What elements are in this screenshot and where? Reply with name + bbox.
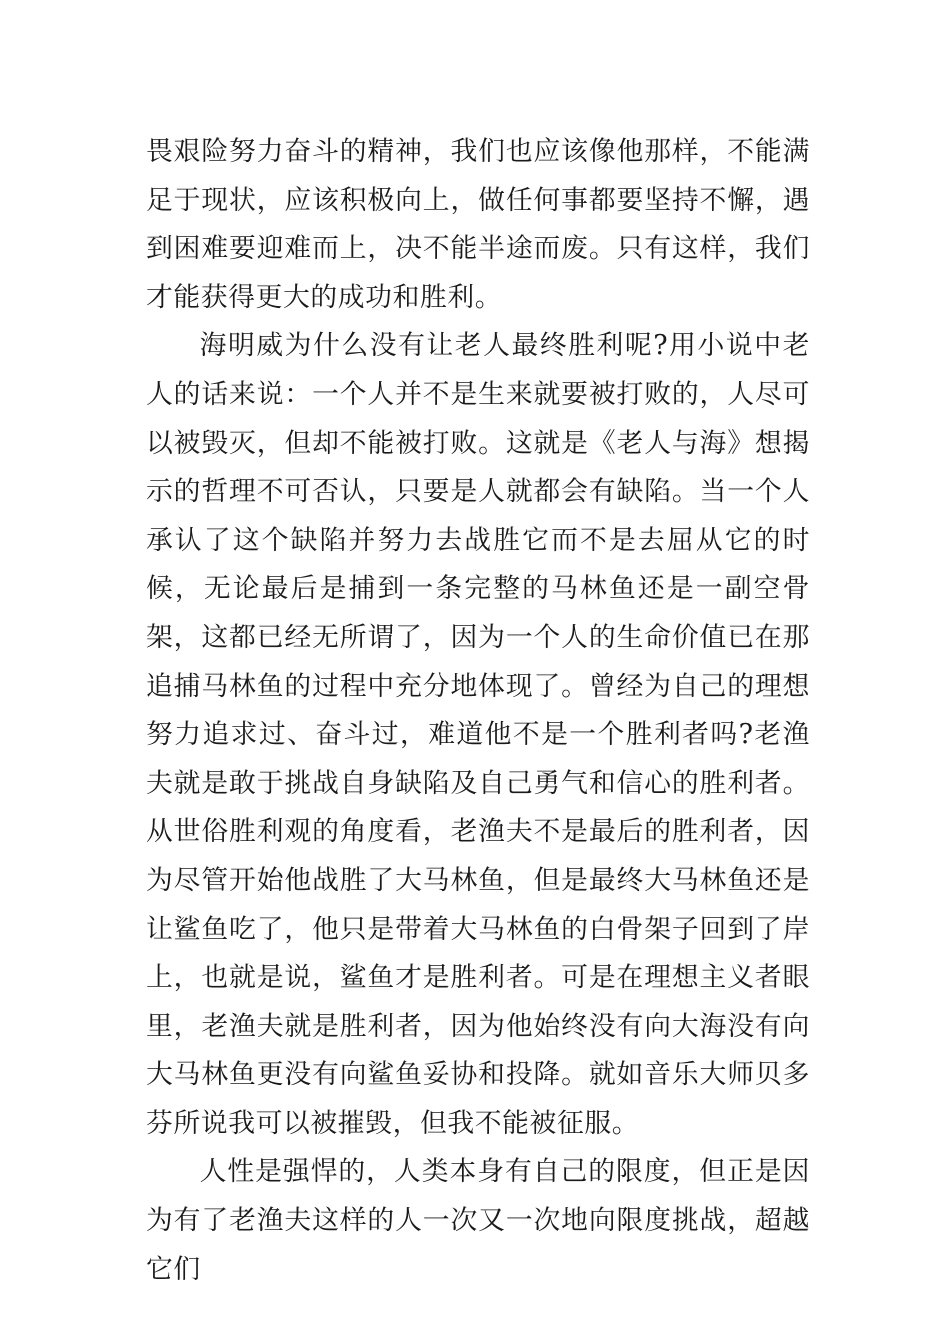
body-text (146, 128, 810, 1294)
paragraph-1: 畏艰险努力奋斗的精神，我们也应该像他那样，不能满足于现状，应该积极向上，做任何事都要坚持不懈，遇到困难要迎难而上，决不能半途而废。只有这样，我们才能获得更大的成功和胜利。 (146, 136, 810, 313)
paragraph-3: 人性是强悍的，人类本身有自己的限度，但正是因为有了老渔夫这样的人一次又一次地向限度挑战，超越它们 (146, 1156, 810, 1285)
paragraph-2: 海明威为什么没有让老人最终胜利呢?用小说中老人的话来说：一个人并不是生来就要被打败的，人尽可以被毁灭，但却不能被打败。这就是《老人与海》想揭示的哲理不可否认，只要是人就都会有缺陷。当一个人承认了这个缺陷并努力去战胜它而不是去屈从它的时候，无论最后是捕到一条完整的马林鱼还是一副空骨架，这都已经无所谓了，因为一个人的生命价值已在那追捕马林鱼的过程中充分地体现了。曾经为自己的理想努力追求过、奋斗过，难道他不是一个胜利者吗?老渔夫就是敢于挑战自身缺陷及自己勇气和信心的胜利者。从世俗胜利观的角度看，老渔夫不是最后的胜利者，因为尽管开始他战胜了大马林鱼，但是最终大马林鱼还是让鲨鱼吃了，他只是带着大马林鱼的白骨架子回到了岸上，也就是说，鲨鱼才是胜利者。可是在理想主义者眼里，老渔夫就是胜利者，因为他始终没有向大海没有向大马林鱼更没有向鲨鱼妥协和投降。就如音乐大师贝多芬所说我可以被摧毁，但我不能被征服。 (146, 330, 810, 1139)
